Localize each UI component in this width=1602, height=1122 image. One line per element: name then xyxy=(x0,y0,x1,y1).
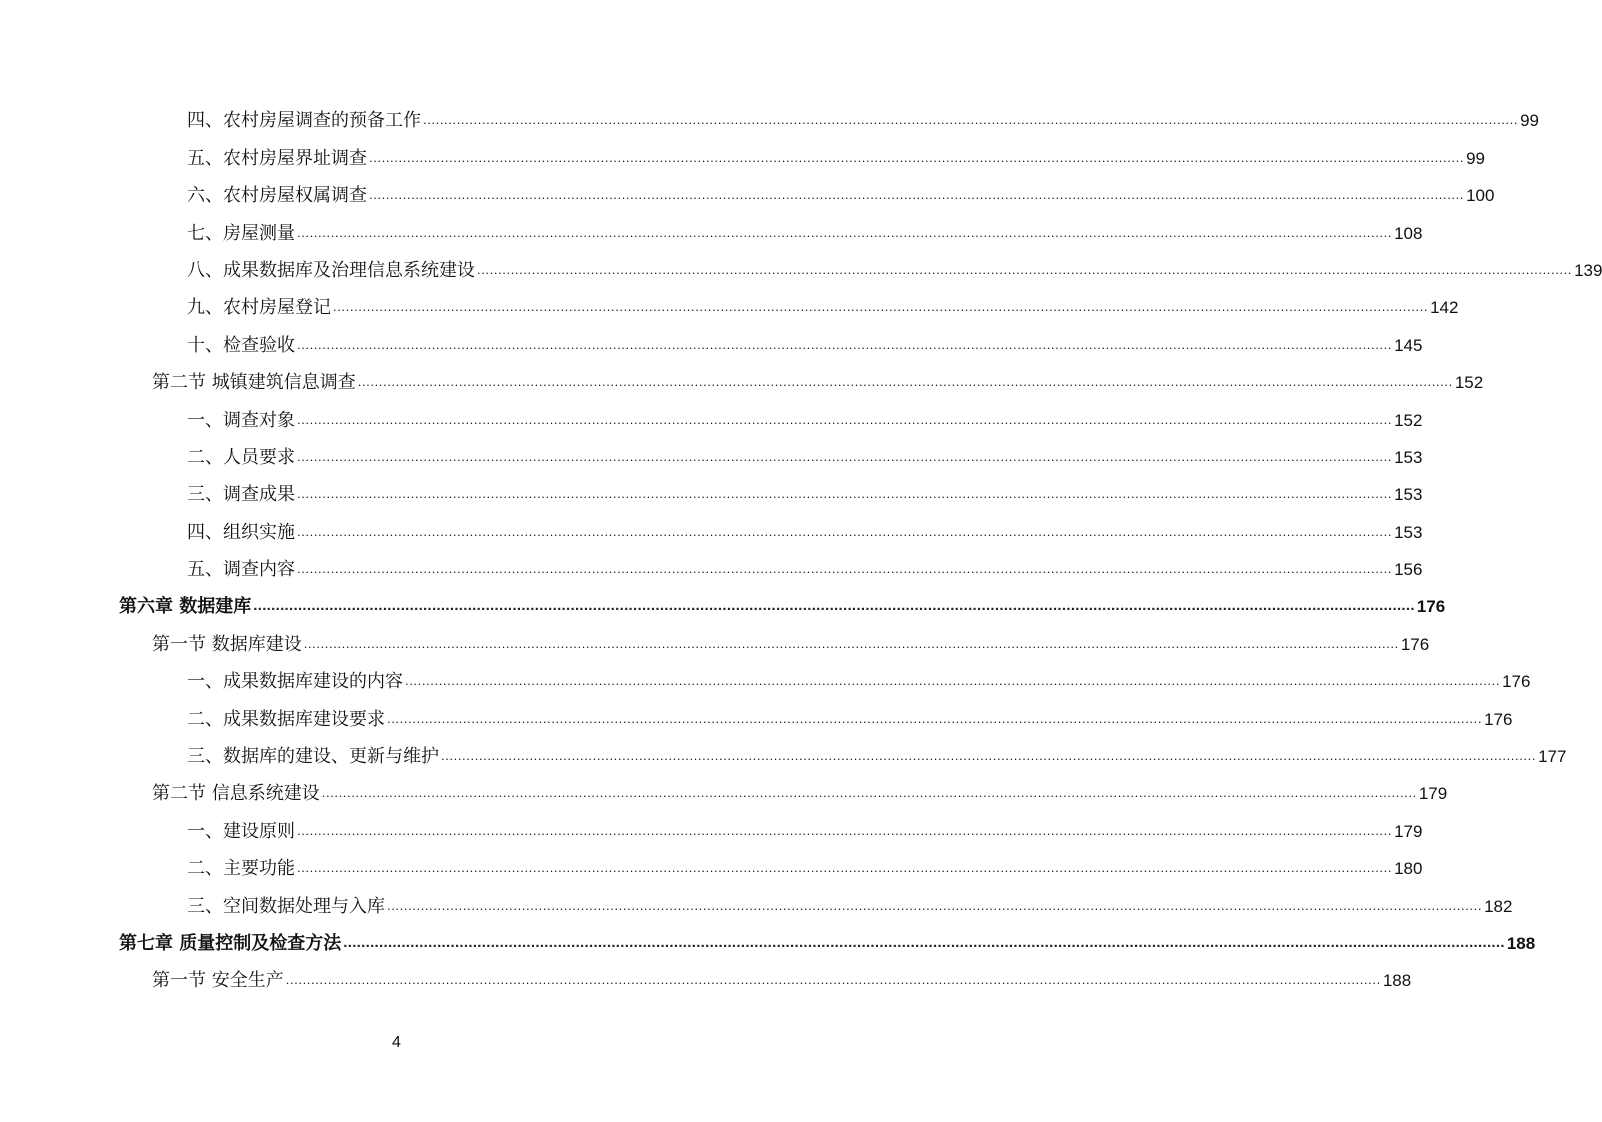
toc-dot-leader: .................................................................................................................................................................................................................................................................... xyxy=(297,448,1393,464)
toc-dot-leader: .................................................................................................................................................................................................................................................................... xyxy=(297,860,1393,876)
toc-dot-leader: .................................................................................................................................................................................................................................................................... xyxy=(423,112,1519,128)
toc-subsection-entry[interactable] xyxy=(119,737,1567,774)
toc-dot-leader: .................................................................................................................................................................................................................................................................... xyxy=(297,411,1393,427)
toc-entry-title: 一、建设原则 xyxy=(187,820,295,842)
toc-entry-page: 153 xyxy=(1394,485,1423,505)
toc-dot-leader: .................................................................................................................................................................................................................................................................... xyxy=(333,299,1429,315)
toc-entry-title: 四、农村房屋调查的预备工作 xyxy=(187,110,421,132)
toc-entry-page: 188 xyxy=(1382,971,1412,991)
toc-dot-leader: .................................................................................................................................................................................................................................................................... xyxy=(297,224,1393,240)
toc-subsection-entry[interactable] xyxy=(119,176,1495,213)
toc-dot-leader: .................................................................................................................................................................................................................................................................... xyxy=(387,897,1483,913)
page-number: 4 xyxy=(392,1034,401,1051)
toc-entry-page: 99 xyxy=(1466,148,1485,168)
toc-entry-page: 179 xyxy=(1394,821,1423,841)
toc-entry-title: 十、检查验收 xyxy=(187,334,295,356)
toc-entry-title: 六、农村房屋权属调查 xyxy=(187,185,367,207)
toc-entry-page: 176 xyxy=(1502,672,1531,692)
toc-subsection-entry[interactable] xyxy=(119,213,1423,250)
toc-entry-page: 108 xyxy=(1394,223,1423,243)
toc-entry-page: 188 xyxy=(1506,933,1536,953)
toc-entry-page: 156 xyxy=(1394,560,1423,580)
toc-dot-leader: .................................................................................................................................................................................................................................................................... xyxy=(369,149,1465,165)
toc-dot-leader: .................................................................................................................................................................................................................................................................... xyxy=(387,710,1483,726)
toc-entry-title: 一、调查对象 xyxy=(187,409,295,431)
toc-subsection-entry[interactable] xyxy=(119,550,1423,587)
toc-entry-title: 第一节 安全生产 xyxy=(152,970,284,992)
toc-entry-page: 176 xyxy=(1400,634,1430,654)
toc-entry-page: 152 xyxy=(1394,410,1423,430)
toc-dot-leader: .................................................................................................................................................................................................................................................................... xyxy=(303,635,1399,651)
toc-subsection-entry[interactable] xyxy=(119,512,1423,549)
toc-section-entry[interactable] xyxy=(119,774,1448,811)
toc-section-entry[interactable] xyxy=(119,961,1412,998)
toc-dot-leader: .................................................................................................................................................................................................................................................................... xyxy=(343,933,1505,951)
toc-dot-leader: .................................................................................................................................................................................................................................................................... xyxy=(369,187,1465,203)
toc-entry-title: 二、成果数据库建设要求 xyxy=(187,708,385,730)
toc-subsection-entry[interactable] xyxy=(119,662,1531,699)
toc-entry-page: 153 xyxy=(1394,447,1423,467)
toc-subsection-entry[interactable] xyxy=(119,325,1423,362)
toc-entry-page: 145 xyxy=(1394,335,1423,355)
toc-entry-page: 176 xyxy=(1416,597,1446,617)
toc-entry-title: 第二节 信息系统建设 xyxy=(152,783,320,805)
toc-subsection-entry[interactable] xyxy=(119,849,1423,886)
toc-dot-leader: .................................................................................................................................................................................................................................................................... xyxy=(253,597,1415,615)
toc-dot-leader: .................................................................................................................................................................................................................................................................... xyxy=(321,785,1417,801)
toc-dot-leader: .................................................................................................................................................................................................................................................................... xyxy=(297,336,1393,352)
toc-entry-title: 一、成果数据库建设的内容 xyxy=(187,671,403,693)
toc-entry-title: 九、农村房屋登记 xyxy=(187,297,331,319)
toc-subsection-entry[interactable] xyxy=(119,101,1539,138)
toc-entry-title: 第七章 质量控制及检查方法 xyxy=(119,932,342,954)
toc-entry-title: 二、人员要求 xyxy=(187,446,295,468)
toc-entry-title: 三、空间数据处理与入库 xyxy=(187,895,385,917)
toc-subsection-entry[interactable] xyxy=(119,438,1423,475)
toc-entry-title: 二、主要功能 xyxy=(187,858,295,880)
toc-entry-title: 三、调查成果 xyxy=(187,484,295,506)
toc-dot-leader: .................................................................................................................................................................................................................................................................... xyxy=(405,673,1501,689)
toc-entry-title: 八、成果数据库及治理信息系统建设 xyxy=(187,259,475,281)
toc-section-entry[interactable] xyxy=(119,363,1484,400)
toc-subsection-entry[interactable] xyxy=(119,138,1485,175)
table-of-contents xyxy=(119,101,1602,998)
toc-subsection-entry[interactable] xyxy=(119,699,1513,736)
toc-entry-title: 五、农村房屋界址调查 xyxy=(187,147,367,169)
toc-chapter-entry[interactable] xyxy=(119,924,1536,961)
toc-entry-page: 180 xyxy=(1394,859,1423,879)
toc-entry-title: 七、房屋测量 xyxy=(187,222,295,244)
toc-dot-leader: .................................................................................................................................................................................................................................................................... xyxy=(441,748,1537,764)
toc-subsection-entry[interactable] xyxy=(119,811,1423,848)
toc-entry-page: 100 xyxy=(1466,186,1495,206)
toc-entry-page: 153 xyxy=(1394,522,1423,542)
toc-entry-title: 四、组织实施 xyxy=(187,521,295,543)
toc-entry-page: 152 xyxy=(1454,373,1484,393)
toc-entry-page: 139 xyxy=(1574,260,1602,280)
toc-subsection-entry[interactable] xyxy=(119,400,1423,437)
toc-entry-title: 第二节 城镇建筑信息调查 xyxy=(152,372,356,394)
toc-entry-page: 177 xyxy=(1538,747,1567,767)
toc-subsection-entry[interactable] xyxy=(119,886,1513,923)
toc-entry-page: 182 xyxy=(1484,896,1513,916)
toc-entry-title: 第一节 数据库建设 xyxy=(152,633,302,655)
toc-dot-leader: .................................................................................................................................................................................................................................................................... xyxy=(297,486,1393,502)
toc-entry-title: 五、调查内容 xyxy=(187,559,295,581)
toc-entry-page: 99 xyxy=(1520,111,1539,131)
toc-dot-leader: .................................................................................................................................................................................................................................................................... xyxy=(357,374,1453,390)
toc-dot-leader: .................................................................................................................................................................................................................................................................... xyxy=(285,972,1381,988)
toc-section-entry[interactable] xyxy=(119,624,1430,661)
toc-entry-title: 三、数据库的建设、更新与维护 xyxy=(187,746,439,768)
toc-dot-leader: .................................................................................................................................................................................................................................................................... xyxy=(297,822,1393,838)
toc-dot-leader: .................................................................................................................................................................................................................................................................... xyxy=(297,523,1393,539)
toc-entry-title: 第六章 数据建库 xyxy=(119,596,252,618)
toc-dot-leader: .................................................................................................................................................................................................................................................................... xyxy=(297,561,1393,577)
toc-entry-page: 176 xyxy=(1484,709,1513,729)
toc-subsection-entry[interactable] xyxy=(119,475,1423,512)
toc-dot-leader: .................................................................................................................................................................................................................................................................... xyxy=(477,261,1573,277)
toc-entry-page: 142 xyxy=(1430,298,1459,318)
toc-subsection-entry[interactable] xyxy=(119,288,1459,325)
toc-entry-page: 179 xyxy=(1418,784,1448,804)
toc-subsection-entry[interactable] xyxy=(119,251,1602,288)
toc-chapter-entry[interactable] xyxy=(119,587,1446,624)
